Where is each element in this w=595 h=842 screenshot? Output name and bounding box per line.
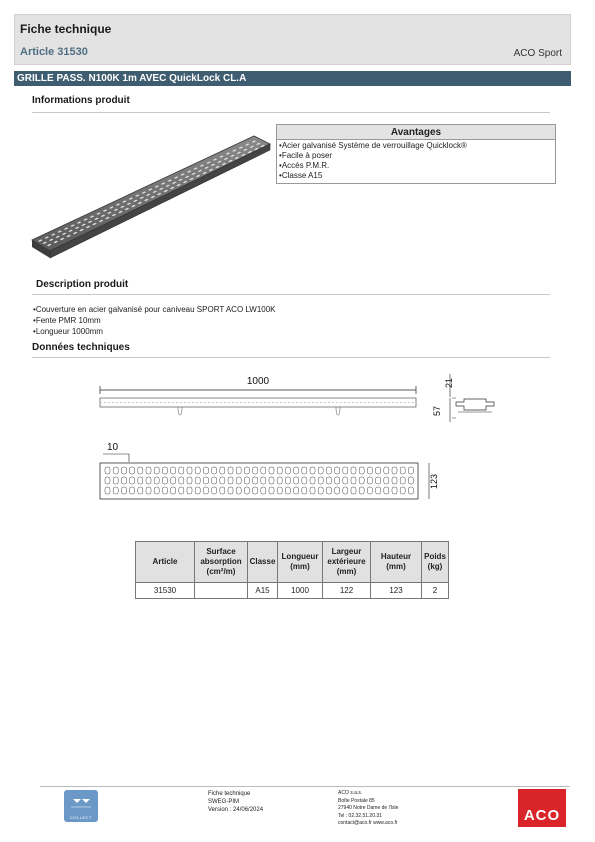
advantage-item: • Acier galvanisé Système de verrouillage Quicklock® — [279, 141, 555, 151]
description-list — [33, 304, 276, 337]
footer-line: Boîte Postale 85 — [338, 797, 375, 804]
section-divider — [32, 357, 550, 358]
table-header-row — [136, 542, 449, 583]
specs-table — [135, 541, 449, 599]
footer-line: ACO s.a.s. — [338, 790, 363, 796]
aco-logo-text: ACO — [523, 807, 561, 824]
section-divider — [32, 112, 550, 113]
aco-logo — [518, 789, 566, 827]
footer-line: Fiche technique — [208, 791, 251, 797]
table-cell: 122 — [323, 583, 371, 599]
col-header: Poids (kg) — [422, 542, 449, 583]
footer-line: SWEG-PIM — [208, 799, 239, 805]
dim-height-top: 21 — [444, 377, 454, 388]
table-cell — [195, 583, 248, 599]
description-item: • Fente PMR 10mm — [33, 315, 276, 326]
brand-name: ACO Sport — [513, 48, 562, 59]
advantage-item: • Accès P.M.R. — [279, 161, 555, 171]
col-header: Largeur extérieure (mm) — [323, 542, 371, 583]
footer-doc-info — [208, 790, 263, 814]
dim-length: 1000 — [246, 376, 270, 387]
footer-line: Version : 24/06/2024 — [208, 807, 264, 813]
advantage-item: • Classe A15 — [279, 171, 555, 181]
table-cell: 2 — [422, 583, 449, 599]
page-header — [14, 14, 571, 65]
advantages-list — [277, 140, 555, 181]
description-item: • Longueur 1000mm — [33, 326, 276, 337]
product-image — [28, 118, 274, 268]
advantage-item: • Facile à poser — [279, 151, 555, 161]
table-cell: 1000 — [278, 583, 323, 599]
dim-width: 123 — [429, 473, 439, 489]
collect-logo — [64, 790, 98, 822]
chevron-icon — [64, 793, 98, 813]
footer-line: contact@aco.fr www.aco.fr — [338, 820, 398, 826]
top-view-drawing — [95, 438, 445, 508]
product-title-bar: GRILLE PASS. N100K 1m AVEC QuickLock CL.A — [14, 71, 571, 86]
col-header: Article — [136, 542, 195, 583]
footer-address — [338, 790, 398, 828]
footer-line: 27940 Notre Dame de l'Isle — [338, 805, 399, 811]
section-technical-title: Données techniques — [32, 342, 130, 353]
table-row — [136, 583, 449, 599]
col-header: Hauteur (mm) — [371, 542, 422, 583]
table-cell: A15 — [248, 583, 278, 599]
col-header: Surface absorption (cm²/m) — [195, 542, 248, 583]
description-item: • Couverture en acier galvanisé pour caniveau SPORT ACO LW100K — [33, 304, 276, 315]
dim-height-side: 57 — [432, 405, 442, 416]
table-cell: 31530 — [136, 583, 195, 599]
article-number: Article 31530 — [20, 46, 88, 58]
side-view-drawing — [90, 368, 510, 428]
page-title: Fiche technique — [20, 22, 112, 36]
col-header: Classe — [248, 542, 278, 583]
section-divider — [32, 294, 550, 295]
section-description-title: Description produit — [36, 279, 129, 290]
footer-line: Tel : 02.32.51.20.31 — [338, 812, 382, 819]
dim-slot: 10 — [107, 442, 119, 453]
collect-logo-text: COLLECT — [70, 815, 92, 820]
footer-divider — [40, 786, 570, 787]
advantages-title: Avantages — [277, 125, 555, 140]
section-info-title: Informations produit — [32, 95, 130, 106]
table-cell: 123 — [371, 583, 422, 599]
col-header: Longueur (mm) — [278, 542, 323, 583]
advantages-box — [276, 124, 556, 184]
